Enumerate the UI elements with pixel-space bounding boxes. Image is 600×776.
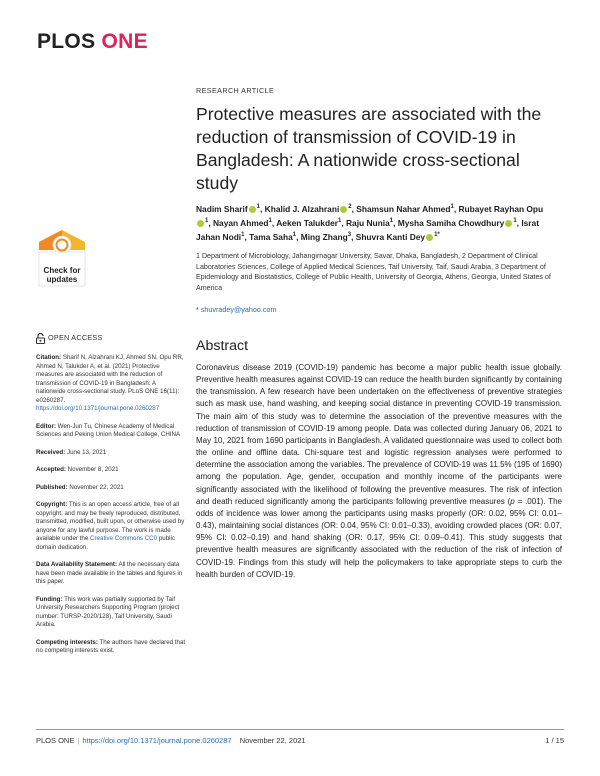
- funding-label: Funding:: [36, 595, 63, 603]
- affiliation-text: Department of Epidemiology and Biostatistics, College of Public Health, University of Georgia, Athens, Georgia, United States of America: [196, 262, 551, 292]
- author-affiliation-marker: 1: [389, 218, 394, 224]
- abstract-part2: = .001). The odds of incidence was lower among the participants using masks properly (OR: 0.02, 95% CI: 0.01–0.43), maintaining social distances (OR: 0.04, 95% CI: 0.01–0.33), avoiding crowded places (OR: 0.07, 95% CI: 0.02–0.19) and hand shaking (OR: 0.17, 95% CI: 0.09–0.41). This study suggests that preventive health measures are significantly associated with the reduction of the risk of infection of COVID-19. Findings from this study will help the policymakers to take appropriate steps to curb the health burden of COVID-19.: [196, 496, 562, 579]
- accepted-block: [36, 466, 186, 475]
- footer-divider: [36, 729, 564, 730]
- affiliation-number: 2: [461, 252, 466, 260]
- author-affiliation-marker: 1: [268, 218, 272, 224]
- author: [196, 204, 265, 214]
- data-availability-label: Data Availability Statement:: [36, 561, 118, 568]
- author-name: Raju Nunia: [345, 217, 390, 228]
- abstract-part1: Coronavirus disease 2019 (COVID-19) pandemic has become a major public health issue globally. Preventive health measures against COVID-19 can reduce the health burden significantly by containing the transmission. A few research have been undertaken on the effectiveness of preventive strategies such as mask use, hand washing, and keeping social distance in preventing COVID-19 transmission. The main aim of this study was to determine the association of the preventive measures with the reduction of transmission of COVID-19 among people. Data was collected during January 06, 2021 to May 10, 2021 from 1690 participants in Bangladesh. A validated questionnaire was used to collect both the online and offline data. Chi-square test and logistic regression analyses were performed to determine the association among the variables. The prevalence of COVID-19 was 11.5% (195 of 1690) among the population. Age, gender, occupation and monthly income of the participants were significantly associated with the likelihood of following the preventive measures. The risk of infection and death reduced significantly among the participants following preventive measures (: [196, 363, 562, 506]
- author-separator: ,: [296, 231, 301, 242]
- author: [356, 204, 458, 214]
- journal-logo-one: ONE: [101, 30, 148, 53]
- check-for-updates-line2: updates: [46, 275, 78, 284]
- author-name: Rubayet Rayhan Opu: [458, 203, 544, 214]
- article-title: Protective measures are associated with the reduction of transmission of COVID-19 in Bangladesh: A nationwide cross-sectional study: [196, 104, 542, 193]
- published-label: Published:: [36, 483, 68, 491]
- author-separator: ,: [244, 231, 250, 242]
- editor-text: Wen-Jun Tu, Chinese Academy of Medical Sciences and Peking Union Medical College, CHINA: [36, 422, 181, 438]
- check-for-updates-label[interactable]: [37, 266, 87, 284]
- author-separator: ,: [393, 217, 398, 228]
- author: [213, 218, 276, 228]
- citation-label: Citation:: [36, 354, 62, 361]
- email-link[interactable]: shuvradey@yahoo.com: [200, 305, 277, 314]
- received-date: June 13, 2021: [66, 448, 107, 456]
- editor-label: Editor:: [36, 422, 56, 430]
- author: [346, 218, 398, 228]
- author-affiliation-marker: 1: [292, 232, 297, 238]
- data-availability-text: All the necessary data have been made available in the tables and figures in this paper.: [36, 561, 183, 585]
- author-name: Shamsun Nahar Ahmed: [356, 203, 451, 214]
- author-affiliation-marker: 1: [256, 204, 261, 210]
- author-list: [196, 201, 546, 243]
- article-type: RESEARCH ARTICLE: [196, 86, 275, 95]
- footer-doi-link[interactable]: https://doi.org/10.1371/journal.pone.0260287: [82, 736, 232, 745]
- author-affiliation-marker: 2: [348, 204, 352, 210]
- author: [249, 232, 301, 242]
- published-block: [36, 484, 186, 493]
- author-name: Aeken Talukder: [276, 217, 338, 228]
- author-separator: ,: [208, 217, 213, 228]
- citation-text: Sharif N, Alzahrani KJ, Ahmed SN, Opu RR, Ahmed N, Talukder A, et al. (2021) Protective measures are associated with the reduction of transmission of COVID-19 in Bangladesh: A nationwide cross-sectional study. PLoS ONE 16(11): e0260287.: [36, 354, 184, 404]
- page-number: 1 / 15: [545, 736, 564, 745]
- author-name: Nadim Sharif: [196, 203, 248, 214]
- check-for-updates-line1: Check for: [43, 266, 81, 275]
- affiliation: [196, 252, 462, 260]
- author-separator: ,: [453, 203, 459, 214]
- corresponding-marker: *: [196, 305, 199, 314]
- page-footer: PLOS ONE | https://doi.org/10.1371/journal.pone.0260287 November 22, 2021: [36, 736, 306, 745]
- open-access-label: OPEN ACCESS: [48, 333, 103, 343]
- footer-journal: PLOS ONE: [36, 736, 75, 745]
- author-name: Tama Saha: [249, 231, 293, 242]
- author: [356, 232, 440, 242]
- competing-interests-block: [36, 639, 186, 656]
- author-name: Israt Jahan Nodi: [196, 217, 540, 242]
- author-affiliation-marker: 1: [337, 218, 342, 224]
- journal-logo-plos: PLOS: [37, 30, 96, 53]
- affiliation-number: 1: [196, 252, 200, 260]
- author: [265, 204, 357, 214]
- competing-interests-text: The authors have declared that no competing interests exist.: [36, 638, 186, 654]
- funding-text: This work was partially supported by Taif University Researchers Supporting Program (project number: TURSP-2020/128), Taif University, Saudi Arabia.: [36, 595, 180, 628]
- affiliations: [196, 251, 556, 293]
- copyright-text1: This is an open access article, free of all copyright, and may be freely reproduced, distributed, transmitted, modified, built upon, or otherwise used by anyone for any lawful purpose. The work is made available under the: [36, 501, 185, 542]
- footer-date: November 22, 2021: [239, 736, 306, 745]
- open-lock-icon: [36, 333, 45, 344]
- abstract-body: [196, 362, 562, 581]
- data-availability-block: [36, 561, 186, 587]
- abstract-p-symbol: p: [510, 496, 515, 506]
- affiliation-text: Department of Clinical Laboratories Sciences, College of Applied Medical Sciences, Taif University, Taif, Saudi Arabia,: [196, 252, 538, 271]
- orcid-icon[interactable]: [426, 234, 433, 241]
- orcid-icon[interactable]: [197, 220, 204, 227]
- author-affiliation-marker: 3: [347, 232, 352, 238]
- author-affiliation-marker: 1: [205, 218, 209, 224]
- received-label: Received:: [36, 448, 66, 456]
- author-separator: ,: [260, 203, 265, 214]
- competing-interests-label: Competing interests:: [36, 638, 98, 646]
- author-affiliation-marker: 1: [450, 204, 454, 210]
- affiliation-number: 3: [494, 262, 499, 271]
- journal-logo: [37, 30, 148, 54]
- citation-block: [36, 354, 186, 414]
- published-date: November 22, 2021: [69, 483, 124, 491]
- author-separator: ,: [516, 217, 522, 228]
- author-name: Khalid J. Alzahrani: [264, 203, 340, 214]
- copyright-label: Copyright:: [36, 501, 68, 508]
- author-separator: ,: [351, 203, 357, 214]
- author: [398, 218, 522, 228]
- author-name: Shuvra Kanti Dey: [355, 231, 426, 242]
- author-affiliation-marker: 1: [241, 232, 245, 238]
- creative-commons-link[interactable]: Creative Commons CC0: [90, 535, 158, 542]
- author-name: Mysha Samiha Chowdhury: [397, 217, 505, 228]
- author-name: Nayan Ahmed: [213, 217, 269, 228]
- copyright-block: [36, 501, 186, 552]
- abstract-heading: Abstract: [196, 338, 249, 354]
- author: [276, 218, 346, 228]
- editor-block: [36, 423, 186, 440]
- orcid-icon[interactable]: [249, 206, 256, 213]
- orcid-icon[interactable]: [340, 206, 347, 213]
- accepted-date: November 8, 2021: [67, 466, 119, 473]
- affiliation-text: Department of Microbiology, Jahangirnagar University, Savar, Dhaka, Bangladesh,: [201, 252, 460, 260]
- author-affiliation-marker: 1: [513, 218, 517, 224]
- corresponding-email: [196, 305, 276, 314]
- author-affiliation-marker: 1*: [434, 232, 440, 238]
- open-access: [36, 333, 186, 344]
- author-separator: ,: [341, 217, 346, 228]
- author-name: Ming Zhang: [300, 231, 348, 242]
- copyright-text2: public domain dedication.: [36, 535, 175, 551]
- author-separator: ,: [271, 217, 277, 228]
- author: [301, 232, 356, 242]
- article-info-sidebar: [36, 333, 186, 665]
- accepted-label: Accepted:: [36, 466, 66, 473]
- orcid-icon[interactable]: [505, 220, 512, 227]
- received-block: [36, 449, 186, 458]
- citation-doi-link[interactable]: https://doi.org/10.1371/journal.pone.0260287: [36, 405, 160, 412]
- funding-block: [36, 596, 186, 630]
- author-separator: ,: [351, 231, 356, 242]
